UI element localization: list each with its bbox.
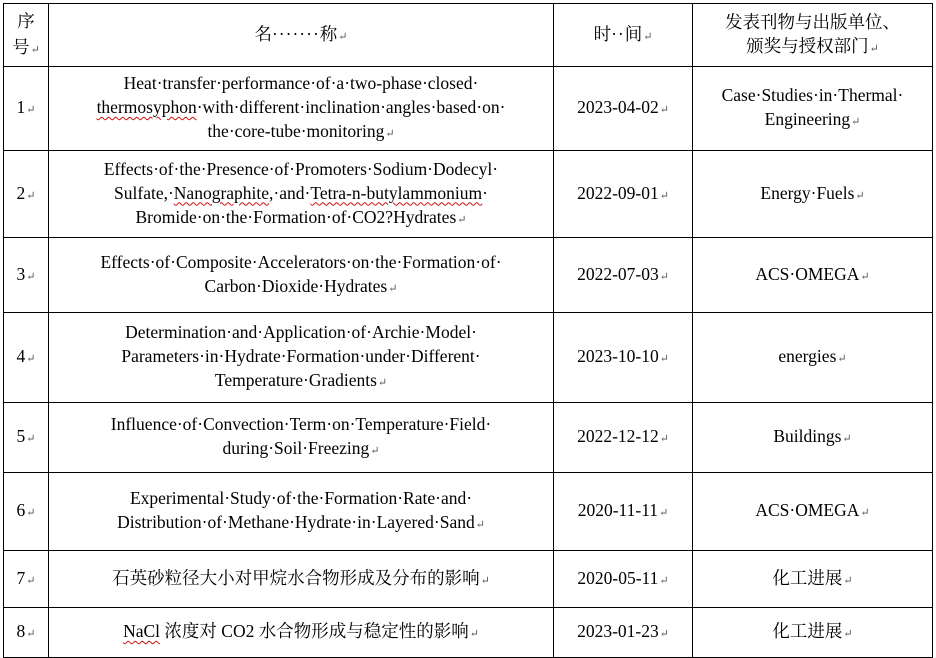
title-cell: [49, 608, 554, 658]
publisher-name: energies: [778, 346, 837, 366]
title-text: Sulfate,·: [114, 182, 174, 203]
title-text: ·with·different·inclination·angles·based·on·: [196, 97, 506, 117]
paragraph-mark: ↵: [385, 128, 395, 140]
paragraph-mark: ↵: [843, 628, 853, 640]
title-cell: [49, 238, 554, 313]
paragraph-mark: ↵: [377, 377, 388, 389]
index-cell: [4, 313, 49, 403]
row-index: 4: [16, 346, 26, 366]
title-text: 浓度对 CO2 水合物形成与稳定性的影响: [160, 621, 469, 641]
index-cell: [4, 551, 49, 608]
paragraph-mark: ↵: [843, 574, 853, 587]
paragraph-mark: ↵: [659, 574, 669, 587]
table-row: [4, 403, 933, 473]
publisher-name: ACS·OMEGA: [755, 263, 860, 284]
title-text: Determination·and·Application·of·Archie·Model·: [125, 322, 477, 342]
paragraph-mark: ↵: [851, 116, 861, 128]
publisher-name: 化工进展: [772, 567, 843, 588]
title-text: Carbon·Dioxide·Hydrates: [204, 275, 388, 296]
title-cell: [49, 67, 554, 151]
title-text: during·Soil·Freezing: [222, 438, 370, 458]
row-index: 5: [16, 426, 26, 446]
row-index: 8: [16, 621, 26, 641]
header-publisher-line-1: 发表刊物与出版单位、: [725, 11, 900, 32]
paragraph-mark: ↵: [659, 507, 669, 519]
header-name-cell: [49, 4, 554, 67]
paragraph-mark: ↵: [842, 433, 852, 445]
title-text-flagged: NaCl: [123, 621, 161, 641]
paragraph-mark: ↵: [643, 30, 653, 43]
paragraph-mark: ↵: [659, 189, 669, 202]
title-cell: [49, 151, 554, 238]
paragraph-mark: ↵: [869, 42, 879, 55]
paragraph-mark: ↵: [26, 507, 36, 519]
publisher-cell: [693, 403, 933, 473]
paragraph-mark: ↵: [659, 628, 669, 640]
title-cell: [49, 551, 554, 608]
publisher-name: Energy·Fuels: [760, 182, 855, 203]
publications-table: [3, 3, 933, 658]
index-cell: [4, 403, 49, 473]
title-text: Bromide·on·the·Formation·of·CO2?Hydrates: [135, 206, 457, 227]
paragraph-mark: ↵: [26, 104, 36, 116]
title-cell: [49, 473, 554, 551]
title-text-flagged: thermosyphon: [96, 97, 197, 117]
index-cell: [4, 151, 49, 238]
title-text: Parameters·in·Hydrate·Formation·under·Different·: [121, 346, 481, 366]
table-row: [4, 151, 933, 238]
date-cell: [554, 403, 693, 473]
date-cell: [554, 313, 693, 403]
title-text: Distribution·of·Methane·Hydrate·in·Layered·Sand: [117, 512, 475, 532]
title-text: ,·and·: [269, 182, 311, 203]
title-text: Temperature·Gradients: [214, 370, 377, 390]
paragraph-mark: ↵: [26, 574, 36, 587]
title-text: ·: [482, 182, 488, 203]
publisher-cell: [693, 67, 933, 151]
publisher-cell: [693, 608, 933, 658]
title-cell: [49, 313, 554, 403]
paragraph-mark: ↵: [860, 507, 870, 519]
title-text: the·core-tube·monitoring: [207, 121, 385, 141]
row-index: 2: [16, 182, 26, 203]
title-text: Effects·of·Composite·Accelerators·on·the·Formation·of·: [100, 251, 502, 272]
paragraph-mark: ↵: [338, 30, 348, 43]
title-text: Experimental·Study·of·the·Formation·Rate·and·: [129, 488, 473, 508]
publisher-cell: [693, 313, 933, 403]
publisher-name: Engineering: [764, 109, 851, 129]
table-row: [4, 238, 933, 313]
row-index: 6: [16, 500, 26, 520]
paragraph-mark: ↵: [659, 270, 669, 283]
paragraph-mark: ↵: [480, 574, 490, 587]
header-time-end: 间: [624, 23, 643, 44]
index-cell: [4, 608, 49, 658]
header-publisher-line-2: 颁奖与授权部门: [746, 35, 869, 56]
title-text: Influence·of·Convection·Term·on·Temperature·Field·: [110, 414, 492, 434]
paragraph-mark: ↵: [837, 353, 847, 365]
paragraph-mark: ↵: [860, 270, 870, 283]
title-text: Effects·of·the·Presence·of·Promoters·Sodium·Dodecyl·: [103, 158, 499, 179]
row-index: 1: [16, 97, 26, 117]
paragraph-mark: ↵: [30, 43, 40, 56]
header-index-char-1: 序: [17, 10, 35, 31]
table-row: [4, 473, 933, 551]
title-text-flagged: Nanographite: [173, 182, 270, 203]
publication-date: 2023-01-23: [577, 621, 659, 641]
publisher-name: 化工进展: [772, 621, 843, 641]
publication-date: 2020-05-11: [577, 567, 659, 588]
publications-table-body: [4, 4, 933, 658]
paragraph-mark: ↵: [855, 189, 865, 202]
paragraph-mark: ↵: [469, 628, 479, 640]
publication-date: 2022-12-12: [577, 426, 659, 446]
paragraph-mark: ↵: [26, 189, 36, 202]
header-time-dots: ··: [611, 23, 625, 44]
title-cell: [49, 403, 554, 473]
row-index: 7: [16, 567, 26, 588]
publisher-cell: [693, 151, 933, 238]
paragraph-mark: ↵: [457, 213, 467, 226]
paragraph-mark: ↵: [26, 270, 36, 283]
header-index-char-2: 号: [12, 36, 30, 57]
header-row: [4, 4, 933, 67]
title-text-flagged: Tetra-n-butylammonium: [310, 182, 483, 203]
paragraph-mark: ↵: [26, 628, 36, 640]
header-publisher-cell: [693, 4, 933, 67]
paragraph-mark: ↵: [370, 445, 380, 457]
publication-date: 2023-04-02: [577, 97, 659, 117]
header-time-start: 时: [593, 23, 612, 44]
publisher-name: Case·Studies·in·Thermal·: [721, 85, 904, 105]
title-text: Heat·transfer·performance·of·a·two-phase·closed·: [123, 73, 479, 93]
date-cell: [554, 551, 693, 608]
publication-date: 2022-09-01: [577, 182, 659, 203]
publisher-cell: [693, 238, 933, 313]
index-cell: [4, 238, 49, 313]
date-cell: [554, 67, 693, 151]
header-index-cell: [4, 4, 49, 67]
title-text: 石英砂粒径大小对甲烷水合物形成及分布的影响: [112, 567, 480, 588]
date-cell: [554, 473, 693, 551]
index-cell: [4, 67, 49, 151]
header-time-cell: [554, 4, 693, 67]
header-name-dots: ·······: [271, 23, 320, 44]
paragraph-mark: ↵: [659, 353, 669, 365]
paragraph-mark: ↵: [659, 104, 669, 116]
table-row: [4, 67, 933, 151]
publication-date: 2023-10-10: [577, 346, 659, 366]
table-row: [4, 608, 933, 658]
publisher-cell: [693, 473, 933, 551]
publication-date: 2022-07-03: [577, 263, 659, 284]
index-cell: [4, 473, 49, 551]
header-name-start: 名: [254, 23, 272, 44]
publication-date: 2020-11-11: [577, 500, 659, 520]
header-name-end: 称: [319, 23, 338, 44]
publisher-name: Buildings: [773, 426, 842, 446]
paragraph-mark: ↵: [659, 433, 669, 445]
publisher-name: ACS·OMEGA: [755, 500, 860, 520]
paragraph-mark: ↵: [26, 433, 36, 445]
date-cell: [554, 151, 693, 238]
paragraph-mark: ↵: [26, 353, 36, 365]
date-cell: [554, 238, 693, 313]
row-index: 3: [16, 263, 26, 284]
table-row: [4, 551, 933, 608]
date-cell: [554, 608, 693, 658]
table-row: [4, 313, 933, 403]
paragraph-mark: ↵: [388, 282, 398, 295]
publisher-cell: [693, 551, 933, 608]
paragraph-mark: ↵: [475, 519, 485, 531]
